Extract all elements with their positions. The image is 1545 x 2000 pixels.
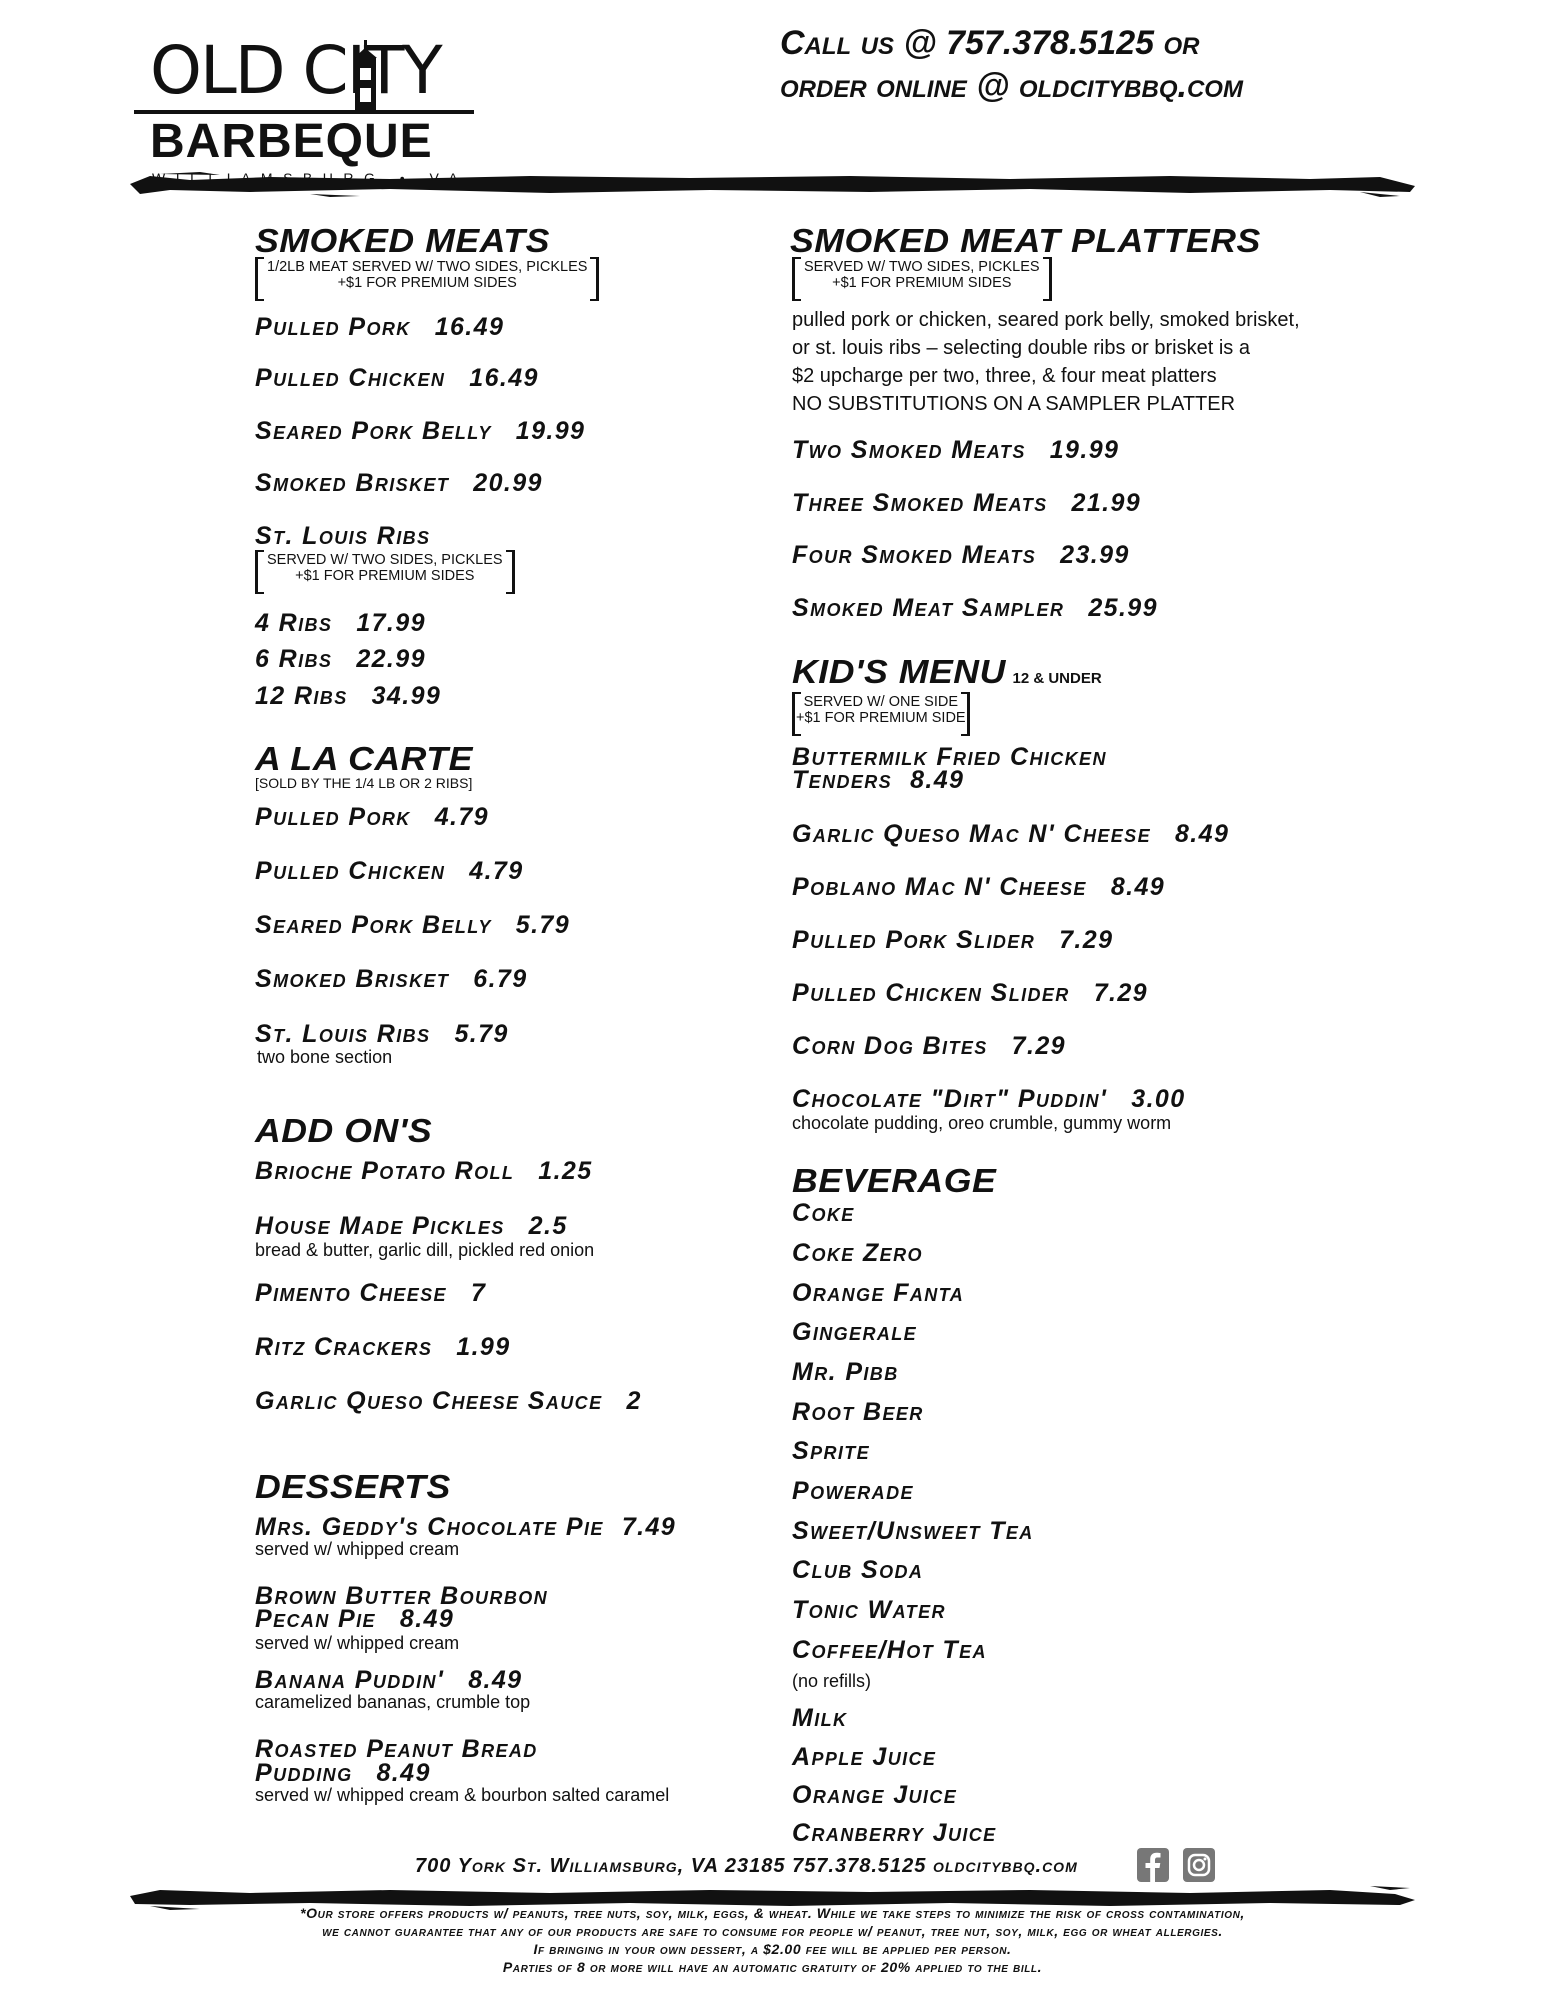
item-price: 8.49 bbox=[1110, 873, 1166, 901]
menu-item bbox=[255, 1607, 454, 1632]
item-name: Pulled Chicken bbox=[255, 364, 446, 392]
item-price: 7 bbox=[470, 1279, 487, 1307]
item-name: House Made Pickles bbox=[255, 1212, 505, 1240]
item-name: St. Louis Ribs bbox=[255, 1020, 431, 1048]
item-price: 8.49 bbox=[910, 766, 965, 794]
item-name: Corn Dog Bites bbox=[792, 1032, 988, 1060]
menu-item bbox=[792, 543, 1130, 568]
item-name: Brioche Potato Roll bbox=[255, 1157, 515, 1185]
beverage-item: Powerade bbox=[792, 1477, 914, 1505]
item-price: 17.99 bbox=[356, 609, 426, 637]
item-price: 7.29 bbox=[1011, 1032, 1066, 1060]
menu-item-line1: Buttermilk Fried Chicken bbox=[792, 743, 1107, 771]
item-price: 21.99 bbox=[1071, 489, 1142, 517]
item-price: 1.99 bbox=[456, 1333, 511, 1361]
menu-item bbox=[792, 928, 1113, 953]
item-name: 4 Ribs bbox=[255, 609, 333, 637]
beverage-item: Sprite bbox=[792, 1437, 871, 1465]
item-name: Pimento Cheese bbox=[255, 1279, 447, 1307]
menu-item bbox=[255, 366, 539, 391]
beverage-item: Root Beer bbox=[792, 1398, 924, 1426]
item-price: 7.29 bbox=[1093, 979, 1148, 1007]
menu-item bbox=[255, 1515, 676, 1540]
kids-header bbox=[792, 655, 1102, 688]
menu-item bbox=[255, 1389, 642, 1414]
item-desc: chocolate pudding, oreo crumble, gummy worm bbox=[792, 1113, 1172, 1133]
desc-line: or st. louis ribs – selecting double ribs or brisket is a bbox=[792, 337, 1250, 359]
item-name: Garlic Queso Mac N' Cheese bbox=[792, 820, 1151, 848]
menu-item bbox=[255, 471, 543, 496]
section-title-smoked-meats: SMOKED MEATS bbox=[255, 222, 550, 259]
item-price: 1.25 bbox=[538, 1157, 593, 1185]
menu-item bbox=[792, 822, 1229, 847]
item-price: 3.00 bbox=[1131, 1085, 1186, 1113]
beverage-item: Orange Juice bbox=[792, 1781, 958, 1809]
ribs-title: St. Louis Ribs bbox=[255, 522, 431, 550]
item-name: Pudding bbox=[255, 1759, 353, 1787]
menu-item bbox=[255, 611, 426, 636]
item-name: Smoked Brisket bbox=[255, 469, 450, 497]
item-name: Mrs. Geddy's Chocolate Pie bbox=[255, 1513, 604, 1541]
facebook-icon[interactable] bbox=[1137, 1848, 1169, 1882]
note-line: +$1 FOR PREMIUM SIDE bbox=[796, 710, 966, 726]
item-name: Four Smoked Meats bbox=[792, 541, 1037, 569]
platters-description bbox=[792, 306, 1300, 418]
item-price: 2.5 bbox=[528, 1212, 568, 1240]
item-name: Chocolate "Dirt" Puddin' bbox=[792, 1085, 1108, 1113]
facebook-glyph bbox=[1137, 1848, 1169, 1882]
menu-item bbox=[255, 1761, 431, 1786]
item-name: Pulled Pork bbox=[255, 803, 411, 831]
desc-line: $2 upcharge per two, three, & four meat platters bbox=[792, 365, 1217, 387]
contact-website[interactable]: order online @ oldcitybbq.com bbox=[780, 67, 1243, 105]
section-title-desserts: DESSERTS bbox=[255, 1468, 451, 1505]
item-name: Ritz Crackers bbox=[255, 1333, 433, 1361]
item-price: 34.99 bbox=[371, 682, 442, 710]
section-title-beverage: BEVERAGE bbox=[792, 1162, 997, 1199]
disclaimer-line: If bringing in your own dessert, a $2.00 fee will be applied per person. bbox=[533, 1941, 1012, 1957]
beverage-item: Gingerale bbox=[792, 1318, 918, 1346]
item-desc: served w/ whipped cream bbox=[255, 1633, 460, 1653]
kids-note bbox=[792, 694, 970, 726]
contact-phone[interactable]: Call us @ 757.378.5125 or bbox=[780, 24, 1200, 62]
item-name: Tenders bbox=[792, 766, 893, 794]
footer-address: 700 York St. Williamsburg, VA 23185 757.378.5125 oldcitybbq.com bbox=[415, 1855, 1078, 1877]
menu-item bbox=[792, 768, 964, 793]
note-line: SERVED W/ TWO SIDES, PICKLES bbox=[804, 259, 1040, 275]
item-name: Smoked Meat Sampler bbox=[792, 594, 1065, 622]
brush-divider-top bbox=[130, 168, 1415, 200]
item-price: 4.79 bbox=[469, 857, 524, 885]
item-name: 12 Ribs bbox=[255, 682, 348, 710]
beverage-item: Mr. Pibb bbox=[792, 1358, 899, 1386]
a-la-carte-note: [SOLD BY THE 1/4 LB OR 2 RIBS] bbox=[255, 775, 473, 791]
item-price: 8.49 bbox=[468, 1666, 523, 1694]
item-price: 2 bbox=[626, 1387, 642, 1415]
menu-item bbox=[255, 967, 528, 992]
item-price: 8.49 bbox=[376, 1759, 431, 1787]
item-price: 20.99 bbox=[473, 469, 543, 497]
note-line: +$1 FOR PREMIUM SIDES bbox=[337, 275, 517, 291]
logo-old-city: OLD CITY bbox=[150, 32, 441, 109]
item-name: Garlic Queso Cheese Sauce bbox=[255, 1387, 603, 1415]
beverage-item: Apple Juice bbox=[792, 1743, 937, 1771]
menu-item bbox=[255, 1214, 568, 1239]
item-name: Pecan Pie bbox=[255, 1605, 376, 1633]
instagram-icon[interactable] bbox=[1183, 1848, 1215, 1882]
item-price: 8.49 bbox=[399, 1605, 455, 1633]
item-name: Pulled Chicken Slider bbox=[792, 979, 1070, 1007]
kids-age-label: 12 & UNDER bbox=[1012, 670, 1102, 687]
beverage-item: Coffee/Hot Tea bbox=[792, 1636, 987, 1664]
menu-item bbox=[792, 491, 1141, 516]
item-desc: served w/ whipped cream bbox=[255, 1539, 460, 1559]
menu-item bbox=[255, 419, 585, 444]
note-line: SERVED W/ TWO SIDES, PICKLES bbox=[267, 552, 503, 568]
beverage-item: Tonic Water bbox=[792, 1596, 946, 1624]
menu-item bbox=[792, 875, 1165, 900]
item-name: Poblano Mac N' Cheese bbox=[792, 873, 1087, 901]
item-name: Three Smoked Meats bbox=[792, 489, 1048, 517]
menu-item bbox=[255, 1668, 522, 1693]
note-line: +$1 FOR PREMIUM SIDES bbox=[832, 275, 1012, 291]
footer-disclaimer bbox=[140, 1904, 1405, 1976]
item-price: 7.29 bbox=[1059, 926, 1114, 954]
beverage-item: Club Soda bbox=[792, 1556, 924, 1584]
beverage-item: Milk bbox=[792, 1704, 848, 1732]
menu-item bbox=[255, 1159, 593, 1184]
menu-item bbox=[255, 1022, 509, 1047]
beverage-item: Coke bbox=[792, 1199, 855, 1227]
item-name: Seared Pork Belly bbox=[255, 417, 492, 445]
beverage-note: (no refills) bbox=[792, 1671, 872, 1691]
note-line: SERVED W/ ONE SIDE bbox=[803, 694, 959, 710]
contact-info bbox=[780, 22, 1243, 108]
beverage-item: Cranberry Juice bbox=[792, 1819, 997, 1847]
logo-barbeque: BARBEQUE bbox=[150, 115, 433, 168]
item-desc: bread & butter, garlic dill, pickled red onion bbox=[255, 1240, 595, 1260]
item-price: 19.99 bbox=[515, 417, 586, 445]
item-price: 25.99 bbox=[1088, 594, 1158, 622]
item-name: Pulled Pork Slider bbox=[792, 926, 1036, 954]
item-price: 4.79 bbox=[434, 803, 489, 831]
item-name: Pulled Chicken bbox=[255, 857, 446, 885]
logo bbox=[132, 18, 482, 168]
item-desc: served w/ whipped cream & bourbon salted caramel bbox=[255, 1785, 670, 1805]
item-price: 8.49 bbox=[1174, 820, 1230, 848]
item-price: 6.79 bbox=[473, 965, 528, 993]
menu-item bbox=[255, 859, 524, 884]
desc-line: NO SUBSTITUTIONS ON A SAMPLER PLATTER bbox=[792, 393, 1236, 415]
item-price: 5.79 bbox=[515, 911, 571, 939]
item-price: 16.49 bbox=[434, 313, 505, 341]
menu-item bbox=[792, 981, 1148, 1006]
item-price: 16.49 bbox=[469, 364, 539, 392]
menu-item bbox=[255, 684, 441, 709]
item-price: 5.79 bbox=[454, 1020, 509, 1048]
smoked-meats-note bbox=[255, 259, 599, 291]
beverage-item: Sweet/Unsweet Tea bbox=[792, 1517, 1034, 1545]
desc-line: pulled pork or chicken, seared pork belly, smoked brisket, bbox=[792, 309, 1300, 331]
menu-item bbox=[255, 913, 570, 938]
note-line: 1/2LB MEAT SERVED W/ TWO SIDES, PICKLES bbox=[267, 259, 588, 275]
section-title-add-ons: ADD ON'S bbox=[255, 1112, 433, 1149]
ribs-note bbox=[255, 552, 515, 584]
menu-item-line1: Brown Butter Bourbon bbox=[255, 1582, 549, 1610]
item-name: 6 Ribs bbox=[255, 645, 333, 673]
menu-item bbox=[255, 1335, 511, 1360]
section-title-kids: KID'S MENU bbox=[792, 653, 1006, 690]
section-title-platters: SMOKED MEAT PLATTERS bbox=[790, 222, 1261, 259]
menu-item bbox=[255, 315, 504, 340]
item-price: 22.99 bbox=[356, 645, 426, 673]
item-desc: caramelized bananas, crumble top bbox=[255, 1692, 531, 1712]
item-price: 23.99 bbox=[1060, 541, 1130, 569]
disclaimer-line: *Our store offers products w/ peanuts, tree nuts, soy, milk, eggs, & wheat. While we take steps to minimize the risk of cross contamination, bbox=[300, 1905, 1245, 1921]
item-name: Smoked Brisket bbox=[255, 965, 450, 993]
item-price: 19.99 bbox=[1049, 436, 1120, 464]
menu-item bbox=[255, 1281, 486, 1306]
beverage-item: Orange Fanta bbox=[792, 1279, 965, 1307]
disclaimer-line: Parties of 8 or more will have an automatic gratuity of 20% applied to the bill. bbox=[502, 1959, 1043, 1975]
instagram-glyph bbox=[1183, 1848, 1215, 1882]
menu-item bbox=[792, 1087, 1186, 1112]
menu-item bbox=[792, 1034, 1066, 1059]
menu-item bbox=[792, 438, 1119, 463]
item-name: Banana Puddin' bbox=[255, 1666, 445, 1694]
section-title-a-la-carte: A LA CARTE bbox=[255, 740, 473, 777]
menu-item bbox=[792, 596, 1158, 621]
item-name: Two Smoked Meats bbox=[792, 436, 1026, 464]
platters-note bbox=[792, 259, 1052, 291]
item-price: 7.49 bbox=[621, 1513, 677, 1541]
item-name: Pulled Pork bbox=[255, 313, 411, 341]
item-name: Seared Pork Belly bbox=[255, 911, 492, 939]
item-desc: two bone section bbox=[257, 1047, 393, 1067]
menu-item bbox=[255, 805, 489, 830]
note-line: +$1 FOR PREMIUM SIDES bbox=[295, 568, 475, 584]
menu-item bbox=[255, 647, 426, 672]
disclaimer-line: we cannot guarantee that any of our products are safe to consume for people w/ peanut, tree nut, soy, milk, egg or wheat allergies. bbox=[322, 1923, 1223, 1939]
beverage-item: Coke Zero bbox=[792, 1239, 923, 1267]
menu-item-line1: Roasted Peanut Bread bbox=[255, 1735, 538, 1763]
